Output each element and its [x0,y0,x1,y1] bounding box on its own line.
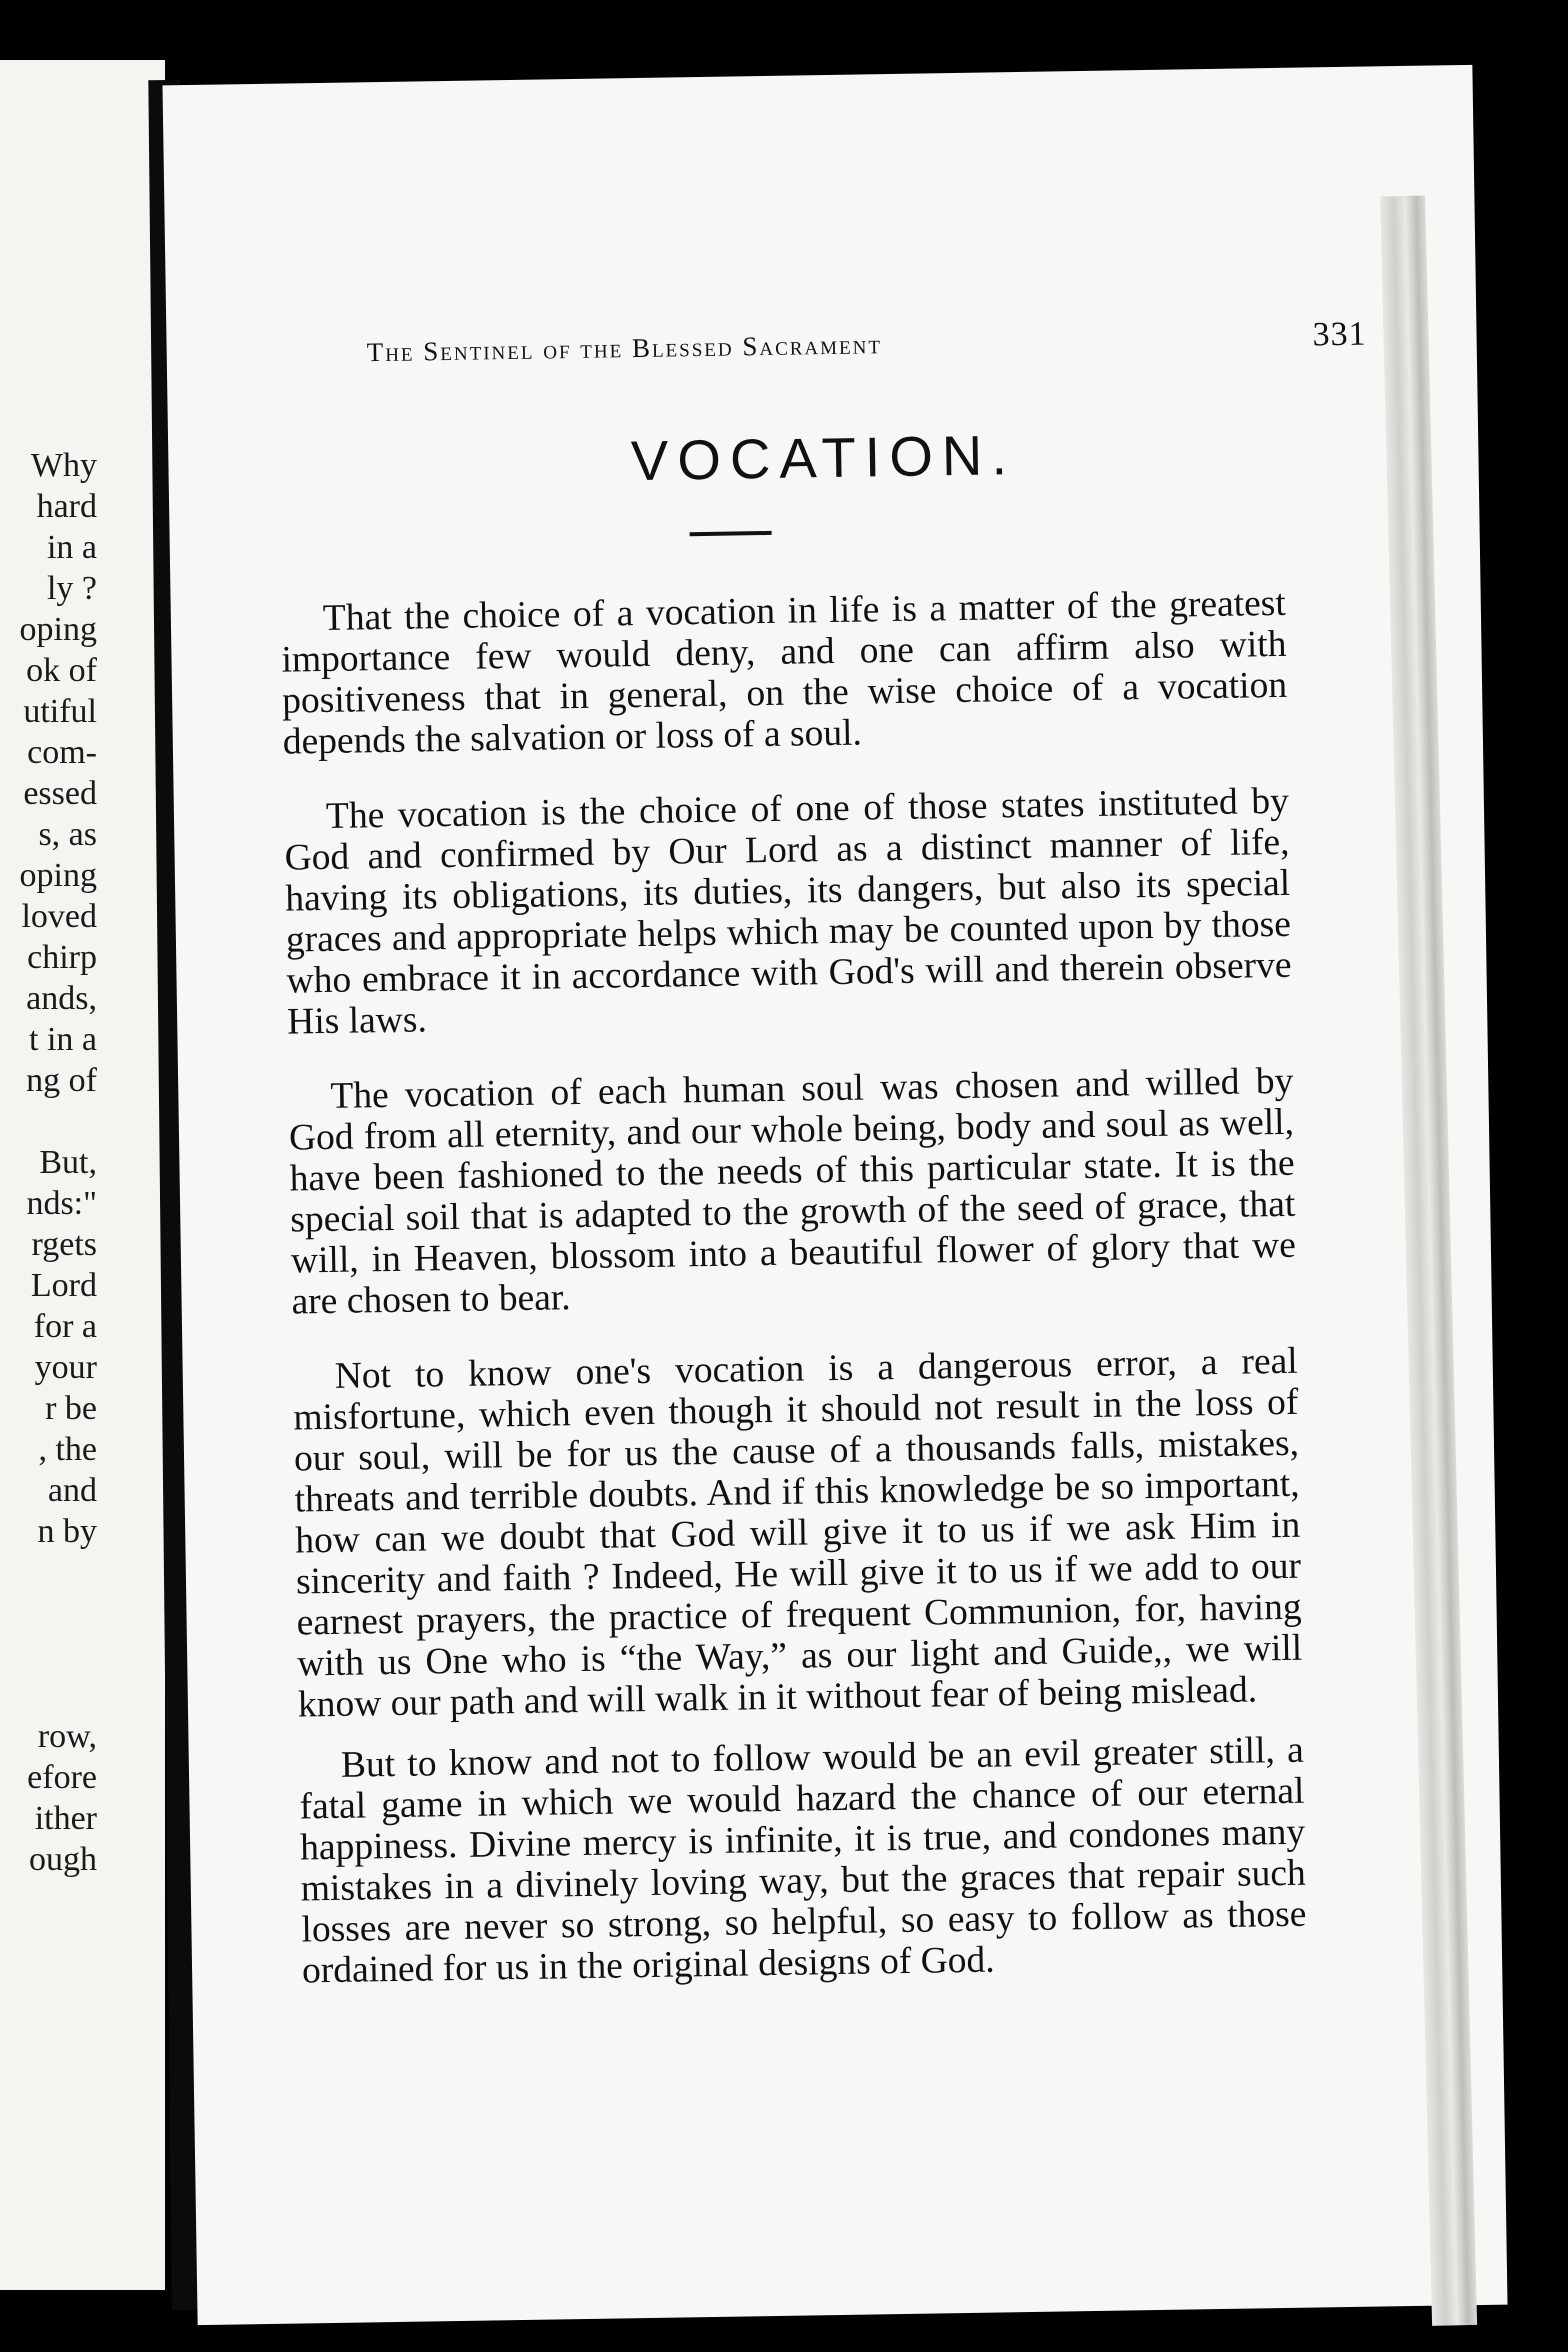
facing-line: oping [19,611,97,648]
paragraph: Not to know one's vocation is a dangerous error, a real misfortune, which even though it should not result in the loss of our soul, will be for us the cause of a thousands falls, mistakes, threats and terrible doubts. And if this knowledge be so important, how can we doubt that God will give it to us if we ask Him in sincerity and faith ? Indeed, He will give it to us if we add to our earnest prayers, the practice of frequent Communion, for, having with us One who is “the Way,” as our light and Guide,, we will know our path and will walk in it without fear of being mislead. [293,1340,1303,1726]
facing-line: essed [23,775,97,812]
facing-line: s, as [38,816,97,853]
article-body [281,583,1308,2012]
facing-line: ng of [26,1062,97,1099]
facing-line: ands, [26,980,97,1017]
article-title: VOCATION. [630,423,1017,493]
facing-line: ough [29,1841,97,1878]
facing-line: rgets [31,1226,97,1263]
facing-line: ly ? [46,570,97,607]
facing-line: ither [34,1800,97,1837]
running-head-title: The Sentinel of the Blessed Sacrament [366,329,883,368]
facing-line: utiful [23,693,97,730]
facing-line: chirp [27,939,97,976]
running-header [366,315,1367,368]
paragraph: That the choice of a vocation in life is a matter of the greatest importance few would deny, and one can affirm also with positiveness that in general, on the wise choice of a vocation depends the salvation or loss of a soul. [281,582,1288,763]
paragraph: The vocation is the choice of one of those states instituted by God and confirmed by Our Lord as a distinct manner of life, having its obligations, its duties, its dangers, but also its special graces and appropriate helps which may be counted upon by those who embrace it in accordance with God's will and therein observe His laws. [284,780,1292,1043]
facing-page-text [20,445,97,1880]
facing-line: loved [21,898,97,935]
page-edge-stack [1380,195,1477,2325]
facing-line: Lord [30,1267,97,1304]
book-page [162,65,1507,2325]
facing-line: efore [27,1759,97,1796]
facing-line: com- [27,734,97,771]
facing-line: Why [30,447,97,484]
facing-line: ok of [26,652,97,689]
paragraph: But to know and not to follow would be an evil greater still, a fatal game in which we would hazard the chance of our eternal happiness. Divine mercy is infinite, it is true, and condones many mistakes in a divinely loving way, but the graces that repair such losses are never so strong, so helpful, so easy to follow as those ordained for us in the original designs of God. [299,1729,1307,1992]
facing-line: r be [45,1390,97,1427]
facing-page-fragment [0,60,165,2290]
facing-line: n by [37,1513,97,1550]
facing-line: oping [19,857,97,894]
facing-line: your [34,1349,97,1386]
title-rule [690,531,772,536]
facing-line: But, [39,1144,97,1181]
facing-line: in a [46,529,97,566]
facing-line: , the [38,1431,97,1468]
facing-line: and [47,1472,97,1509]
paragraph: The vocation of each human soul was chosen and willed by God from all eternity, and our whole being, body and soul as well, have been fashioned to the needs of this particular state. It is the special soil that is adapted to the growth of the seed of grace, that will, in Heaven, blossom into a beautiful flower of glory that we are chosen to bear. [288,1060,1297,1323]
facing-line: nds:" [26,1185,97,1222]
facing-line: for a [33,1308,97,1345]
facing-line: row, [37,1718,97,1755]
facing-line: hard [36,488,97,525]
facing-line: t in a [29,1021,97,1058]
page-number: 331 [1312,315,1367,354]
